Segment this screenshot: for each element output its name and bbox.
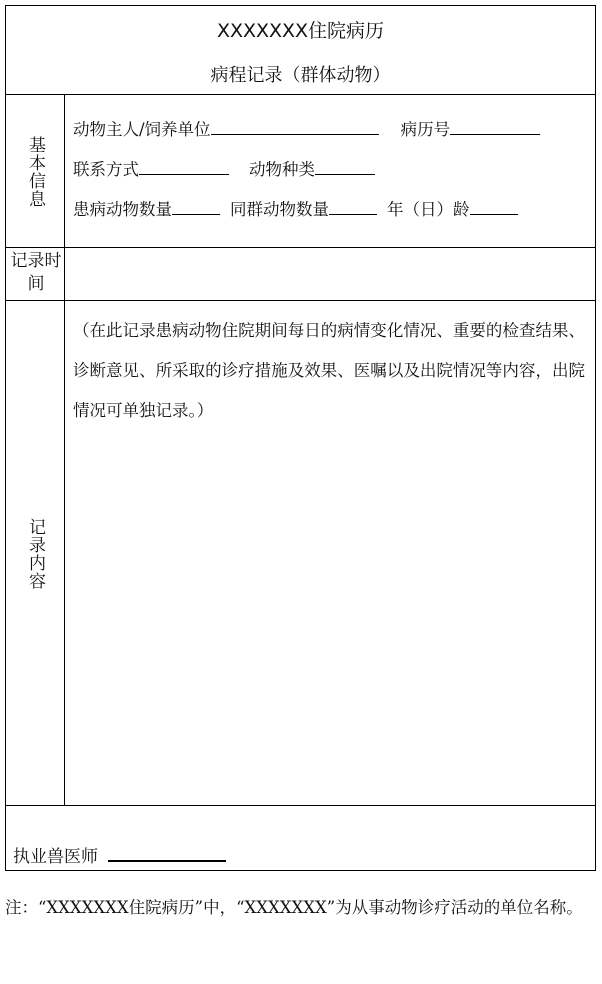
contact-row	[73, 156, 375, 180]
count-row	[73, 196, 518, 220]
record-time-label: 记录时间	[10, 251, 62, 294]
owner-row	[73, 116, 540, 140]
herd-count-label: 同群动物数量	[230, 200, 329, 219]
case-no-label: 病历号	[400, 120, 451, 139]
contact-field[interactable]	[139, 157, 229, 175]
record-title: 病程记录（群体动物）	[210, 65, 391, 86]
divider-header	[6, 94, 595, 95]
case-no-field[interactable]	[450, 117, 540, 135]
record-time-field[interactable]	[66, 249, 594, 299]
contact-label: 联系方式	[73, 160, 139, 179]
medical-record-form	[5, 5, 596, 871]
owner-field[interactable]	[211, 117, 379, 135]
divider-record-content	[6, 805, 595, 806]
basic-info-label: 基本信息	[25, 136, 45, 208]
hospital-name-title: XXXXXXX住院病历	[216, 20, 385, 42]
record-content-instruction: （在此记录患病动物住院期间每日的病情变化情况、重要的检查结果、诊断意见、所采取的诊疗措施及效果、医嘱以及出院情况等内容，出院情况可单独记录。）	[73, 321, 585, 420]
divider-basic-info	[6, 247, 595, 248]
divider-record-time	[6, 300, 595, 301]
divider-label-column	[64, 94, 65, 805]
sick-count-field[interactable]	[172, 197, 220, 215]
vet-signature	[13, 842, 226, 867]
species-field[interactable]	[315, 157, 375, 175]
age-label: 年（日）龄	[387, 200, 470, 219]
footnote: 注：“XXXXXXX住院病历”中，“XXXXXXX”为从事动物诊疗活动的单位名称。	[5, 898, 583, 917]
herd-count-field[interactable]	[329, 197, 377, 215]
record-content-label: 记录内容	[25, 518, 45, 590]
vet-signature-field[interactable]	[108, 844, 226, 862]
vet-label: 执业兽医师	[13, 847, 98, 867]
sick-count-label: 患病动物数量	[73, 200, 172, 219]
owner-label: 动物主人/饲养单位	[73, 120, 211, 139]
species-label: 动物种类	[249, 160, 315, 179]
age-field[interactable]	[470, 197, 518, 215]
